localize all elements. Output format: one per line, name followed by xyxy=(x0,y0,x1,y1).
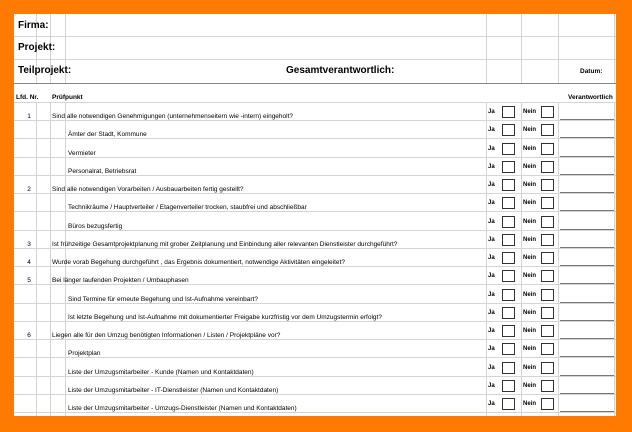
table-row xyxy=(14,140,616,158)
table-row xyxy=(14,267,616,285)
nein-label: Nein xyxy=(523,401,537,407)
table-row xyxy=(14,121,616,139)
nein-label: Nein xyxy=(523,219,537,225)
verantwortlich-field[interactable] xyxy=(560,192,614,193)
nein-checkbox[interactable] xyxy=(541,398,554,410)
verantwortlich-field[interactable] xyxy=(560,375,614,376)
nein-checkbox[interactable] xyxy=(541,179,554,191)
ja-checkbox[interactable] xyxy=(502,179,515,191)
table-row xyxy=(14,395,616,413)
verantwortlich-field[interactable] xyxy=(560,247,614,248)
ja-label: Ja xyxy=(488,127,495,133)
row-text: Vermieter xyxy=(68,150,96,157)
ja-checkbox[interactable] xyxy=(502,234,515,246)
row-text: Ist frühzeitige Gesamtprojektplanung mit grober Zeitplanung und Einbindung aller relevanten Dienstleister durchgeführt? xyxy=(52,241,398,248)
row-text: Liste der Umzugsmitarbeiter - IT-Dienstleister (Namen und Kontaktdaten) xyxy=(68,387,279,394)
ja-label: Ja xyxy=(488,383,495,389)
table-row xyxy=(14,322,616,340)
nein-checkbox[interactable] xyxy=(541,252,554,264)
ja-checkbox[interactable] xyxy=(502,106,515,118)
table-row xyxy=(14,213,616,231)
ja-label: Ja xyxy=(488,365,495,371)
nein-label: Nein xyxy=(523,127,537,133)
nein-label: Nein xyxy=(523,200,537,206)
row-number: 2 xyxy=(27,186,31,193)
ja-checkbox[interactable] xyxy=(502,216,515,228)
nein-label: Nein xyxy=(523,255,537,261)
ja-checkbox[interactable] xyxy=(502,325,515,337)
nein-checkbox[interactable] xyxy=(541,289,554,301)
nein-checkbox[interactable] xyxy=(541,307,554,319)
table-row xyxy=(14,340,616,358)
row-text: Technikräume / Hauptverteiler / Etagenverteiler trocken, staubfrei und abschließbar xyxy=(68,204,307,211)
nein-checkbox[interactable] xyxy=(541,325,554,337)
nein-checkbox[interactable] xyxy=(541,124,554,136)
column-header-row xyxy=(14,84,616,103)
ja-checkbox[interactable] xyxy=(502,289,515,301)
row-number: 5 xyxy=(27,277,31,284)
nein-checkbox[interactable] xyxy=(541,197,554,209)
nein-checkbox[interactable] xyxy=(541,161,554,173)
ja-checkbox[interactable] xyxy=(502,124,515,136)
row-number: 4 xyxy=(27,259,31,266)
verantwortlich-field[interactable] xyxy=(560,302,614,303)
verantwortlich-field[interactable] xyxy=(560,119,614,120)
verantwortlich-field[interactable] xyxy=(560,338,614,339)
table-row xyxy=(14,377,616,395)
checklist-sheet xyxy=(14,14,616,416)
table-row xyxy=(14,176,616,194)
table-row xyxy=(14,286,616,304)
nein-checkbox[interactable] xyxy=(541,143,554,155)
ja-label: Ja xyxy=(488,255,495,261)
nein-checkbox[interactable] xyxy=(541,380,554,392)
firma-label: Firma: xyxy=(18,20,49,31)
nein-label: Nein xyxy=(523,365,537,371)
col-pruefpunkt: Prüfpunkt xyxy=(52,94,83,101)
row-text: Sind Termine für erneute Begehung und Ist-Aufnahme vereinbart? xyxy=(68,296,258,303)
ja-label: Ja xyxy=(488,146,495,152)
row-text: Bei länger laufenden Projekten / Umbauphasen xyxy=(52,277,189,284)
table-row xyxy=(14,231,616,249)
ja-label: Ja xyxy=(488,328,495,334)
ja-checkbox[interactable] xyxy=(502,307,515,319)
col-verantwortlich: Verantwortlich xyxy=(568,94,613,101)
verantwortlich-field[interactable] xyxy=(560,210,614,211)
row-text: Wurde vorab Begehung durchgeführt , das Ergebnis dokumentiert, notwendige Aktivitäten eingeleitet? xyxy=(52,259,345,266)
row-text: Liegen alle für den Umzug benötigten Informationen / Listen / Projektpläne vor? xyxy=(52,332,281,339)
ja-label: Ja xyxy=(488,219,495,225)
gesamtverantwortlich-label: Gesamtverantwortlich: xyxy=(286,65,395,76)
firma-row xyxy=(14,14,616,37)
verantwortlich-field[interactable] xyxy=(560,283,614,284)
row-text: Sind alle notwendigen Genehmigungen (unternehmenseitern wie -intern) eingeholt? xyxy=(52,113,294,120)
ja-checkbox[interactable] xyxy=(502,161,515,173)
nein-label: Nein xyxy=(523,346,537,352)
row-number: 3 xyxy=(27,241,31,248)
nein-checkbox[interactable] xyxy=(541,270,554,282)
ja-label: Ja xyxy=(488,109,495,115)
row-text: Projektplan xyxy=(68,350,101,357)
row-number: 1 xyxy=(27,113,31,120)
ja-checkbox[interactable] xyxy=(502,398,515,410)
ja-label: Ja xyxy=(488,237,495,243)
row-text: Sind alle notwendigen Vorarbeiten / Ausbauarbeiten fertig gestellt? xyxy=(52,186,244,193)
ja-label: Ja xyxy=(488,200,495,206)
nein-label: Nein xyxy=(523,109,537,115)
nein-label: Nein xyxy=(523,273,537,279)
row-text: Büros bezugsfertig xyxy=(68,223,123,230)
verantwortlich-field[interactable] xyxy=(560,265,614,266)
verantwortlich-field[interactable] xyxy=(560,137,614,138)
nein-label: Nein xyxy=(523,182,537,188)
ja-checkbox[interactable] xyxy=(502,362,515,374)
row-text: Personalrat, Betriebsrat xyxy=(68,168,137,175)
nein-checkbox[interactable] xyxy=(541,234,554,246)
nein-checkbox[interactable] xyxy=(541,343,554,355)
ja-checkbox[interactable] xyxy=(502,143,515,155)
row-text: Ämter der Stadt, Kommune xyxy=(68,131,147,138)
ja-checkbox[interactable] xyxy=(502,252,515,264)
projekt-row xyxy=(14,37,616,60)
teilprojekt-label: Teilprojekt: xyxy=(18,65,72,76)
ja-label: Ja xyxy=(488,164,495,170)
ja-label: Ja xyxy=(488,273,495,279)
nein-label: Nein xyxy=(523,328,537,334)
ja-label: Ja xyxy=(488,292,495,298)
verantwortlich-field[interactable] xyxy=(560,411,614,412)
nein-checkbox[interactable] xyxy=(541,362,554,374)
nein-label: Nein xyxy=(523,292,537,298)
nein-checkbox[interactable] xyxy=(541,106,554,118)
table-row xyxy=(14,103,616,121)
nein-checkbox[interactable] xyxy=(541,216,554,228)
nein-label: Nein xyxy=(523,164,537,170)
datum-label: Datum: xyxy=(580,68,603,75)
ja-label: Ja xyxy=(488,401,495,407)
table-row xyxy=(14,249,616,267)
row-number: 6 xyxy=(27,332,31,339)
ja-label: Ja xyxy=(488,346,495,352)
ja-checkbox[interactable] xyxy=(502,343,515,355)
row-text: Liste der Umzugsmitarbeiter - Umzugs-Dienstleister (Namen und Kontaktdaten) xyxy=(68,405,297,412)
teilprojekt-row xyxy=(14,60,616,82)
table-row xyxy=(14,194,616,212)
nein-label: Nein xyxy=(523,383,537,389)
ja-checkbox[interactable] xyxy=(502,197,515,209)
verantwortlich-field[interactable] xyxy=(560,356,614,357)
nein-label: Nein xyxy=(523,310,537,316)
verantwortlich-field[interactable] xyxy=(560,393,614,394)
nein-label: Nein xyxy=(523,146,537,152)
table-row xyxy=(14,304,616,322)
ja-label: Ja xyxy=(488,310,495,316)
verantwortlich-field[interactable] xyxy=(560,229,614,230)
ja-checkbox[interactable] xyxy=(502,380,515,392)
row-text: Liste der Umzugsmitarbeiter - Kunde (Namen und Kontaktdaten) xyxy=(68,369,254,376)
table-row xyxy=(14,158,616,176)
verantwortlich-field[interactable] xyxy=(560,156,614,157)
row-text: Ist letzte Begehung und Ist-Aufnahme mit dokumentierter Freigabe kurzfristig vor dem Umzugstermin erfolgt? xyxy=(68,314,382,321)
projekt-label: Projekt: xyxy=(18,42,56,53)
verantwortlich-field[interactable] xyxy=(560,174,614,175)
ja-label: Ja xyxy=(488,182,495,188)
ja-checkbox[interactable] xyxy=(502,270,515,282)
col-lfd-nr: Lfd. Nr. xyxy=(16,94,39,101)
nein-label: Nein xyxy=(523,237,537,243)
table-row xyxy=(14,359,616,377)
verantwortlich-field[interactable] xyxy=(560,320,614,321)
